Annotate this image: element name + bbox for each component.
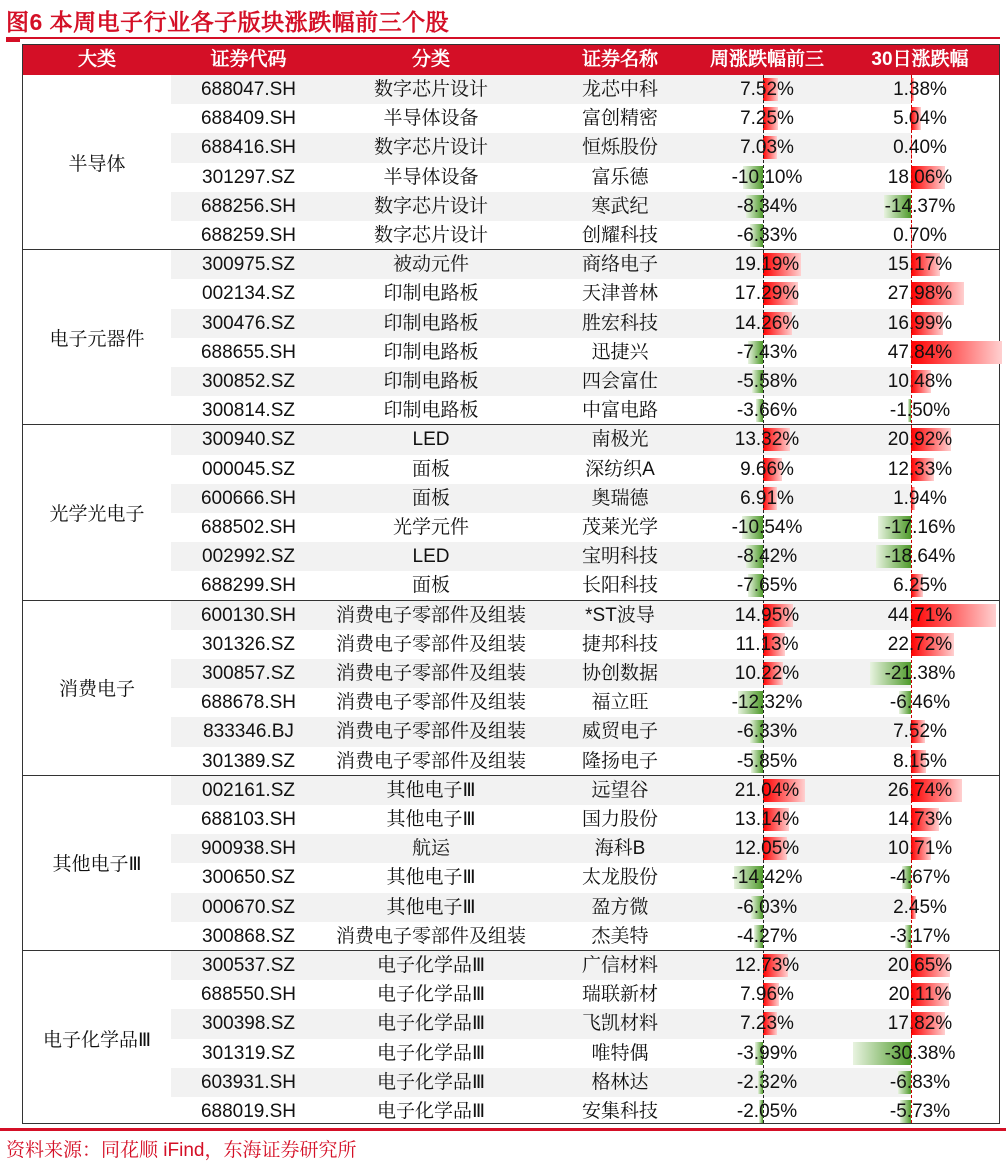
table-row <box>171 776 999 805</box>
week-change-cell: 13.32% <box>734 429 800 451</box>
week-change-cell: -4.27% <box>736 925 798 947</box>
stock-name-cell: 飞凯材料 <box>581 1013 658 1035</box>
d30-change-cell: 27.98% <box>887 283 953 305</box>
table-row <box>171 104 999 133</box>
d30-change-cell: 5.04% <box>893 108 947 130</box>
subsector-cell: 印制电路板 <box>383 341 479 363</box>
d30-change-cell: 10.48% <box>887 370 953 392</box>
week-change-cell: 11.13% <box>735 633 799 655</box>
sector-group <box>23 951 999 1126</box>
stock-name-cell: 瑞联新材 <box>581 984 658 1006</box>
subsector-cell: 消费电子零部件及组装 <box>335 750 526 772</box>
week-change-cell: 9.66% <box>740 458 794 480</box>
stock-name-cell: 威贸电子 <box>581 721 658 743</box>
subsector-cell: 消费电子零部件及组装 <box>335 662 526 684</box>
sector-label: 电子化学品Ⅲ <box>42 1030 152 1052</box>
subsector-cell: LED <box>412 429 450 451</box>
code-cell: 300940.SZ <box>202 429 295 451</box>
week-change-cell: -12.32% <box>731 692 803 714</box>
code-cell: 688655.SH <box>200 341 297 363</box>
table-row <box>171 601 999 630</box>
table-row <box>171 1039 999 1068</box>
header-category: 大类 <box>77 49 116 70</box>
table-row <box>171 425 999 454</box>
week-change-cell: 7.03% <box>740 137 794 159</box>
header-stock-name: 证券名称 <box>581 49 658 70</box>
stock-name-cell: 商络电子 <box>581 254 658 276</box>
d30-change-cell: 20.11% <box>888 984 952 1006</box>
sector-label: 半导体 <box>68 153 126 175</box>
d30-change-cell: -5.73% <box>889 1101 951 1122</box>
subsector-cell: 其他电子Ⅲ <box>386 896 476 918</box>
stock-name-cell: 福立旺 <box>591 692 649 714</box>
title-divider-accent <box>6 39 20 42</box>
week-change-cell: 19.19% <box>734 254 800 276</box>
week-change-cell: 7.52% <box>740 79 794 100</box>
table-row <box>171 367 999 396</box>
table-row <box>171 250 999 279</box>
stock-name-cell: 格林达 <box>591 1071 649 1093</box>
sector-group <box>23 601 999 776</box>
header-code: 证券代码 <box>210 49 287 70</box>
table-row <box>171 1009 999 1038</box>
d30-change-cell: 10.71% <box>887 838 953 860</box>
week-change-cell: -6.03% <box>736 896 798 918</box>
d30-zero-axis <box>911 75 912 1123</box>
week-change-cell: -2.32% <box>736 1071 798 1093</box>
stock-name-cell: 创耀科技 <box>581 225 658 246</box>
sector-group <box>23 776 999 951</box>
header-30d-change: 30日涨跌幅 <box>871 49 969 70</box>
table-row <box>171 1068 999 1097</box>
d30-change-cell: 16.99% <box>887 312 953 334</box>
week-change-cell: -6.33% <box>736 225 798 246</box>
subsector-cell: 半导体设备 <box>383 108 479 130</box>
table-row <box>171 571 999 600</box>
d30-change-cell: -6.46% <box>889 692 951 714</box>
week-change-cell: 12.05% <box>734 838 800 860</box>
week-change-cell: -8.42% <box>736 546 798 568</box>
table-row <box>171 1097 999 1126</box>
subsector-cell: 数字芯片设计 <box>373 195 488 217</box>
week-change-cell: -10.54% <box>731 516 803 538</box>
code-cell: 688299.SH <box>200 575 297 597</box>
header-subsector: 分类 <box>411 49 450 70</box>
subsector-cell: 半导体设备 <box>383 166 479 188</box>
table-row <box>171 163 999 192</box>
code-cell: 900938.SH <box>200 838 297 860</box>
week-change-cell: -14.42% <box>731 867 803 889</box>
stock-name-cell: 国力股份 <box>581 808 658 830</box>
week-change-cell: -7.43% <box>736 341 798 363</box>
source-note: 资料来源：同花顺 iFind，东海证券研究所 <box>6 1140 357 1161</box>
subsector-cell: 航运 <box>411 838 450 860</box>
d30-change-cell: -4.67% <box>889 867 951 889</box>
d30-change-cell: 12.33% <box>887 458 953 480</box>
stock-name-cell: 长阳科技 <box>581 575 658 597</box>
table-row <box>171 805 999 834</box>
week-change-cell: 14.95% <box>734 604 800 626</box>
subsector-cell: 面板 <box>411 458 450 480</box>
code-cell: 301319.SZ <box>202 1042 295 1064</box>
code-cell: 002134.SZ <box>202 283 295 305</box>
table-header <box>23 45 999 75</box>
code-cell: 688416.SH <box>200 137 297 159</box>
subsector-cell: 消费电子零部件及组装 <box>335 721 526 743</box>
table-row <box>171 75 999 104</box>
code-cell: 688409.SH <box>200 108 297 130</box>
stock-name-cell: 太龙股份 <box>581 867 658 889</box>
week-change-cell: -3.66% <box>736 400 798 422</box>
table-row <box>171 717 999 746</box>
d30-change-cell: 20.65% <box>887 955 953 976</box>
code-cell: 688259.SH <box>200 225 297 246</box>
stock-name-cell: 杰美特 <box>591 925 649 947</box>
d30-change-cell: 0.70% <box>893 225 947 246</box>
table-row <box>171 630 999 659</box>
table-row <box>171 863 999 892</box>
code-cell: 688550.SH <box>200 984 297 1006</box>
subsector-cell: 印制电路板 <box>383 370 479 392</box>
subsector-cell: 电子化学品Ⅲ <box>376 1013 486 1035</box>
week-change-cell: -6.33% <box>736 721 798 743</box>
sector-label: 电子元器件 <box>49 328 145 350</box>
subsector-cell: 消费电子零部件及组装 <box>335 692 526 714</box>
table-row <box>171 192 999 221</box>
sector-group <box>23 75 999 250</box>
d30-change-cell: 44.71% <box>887 604 953 626</box>
code-cell: 603931.SH <box>200 1071 297 1093</box>
week-change-cell: 17.29% <box>734 283 800 305</box>
subsector-cell: 被动元件 <box>392 254 469 276</box>
title-divider <box>6 37 1000 39</box>
stock-name-cell: 茂莱光学 <box>581 516 658 538</box>
code-cell: 002161.SZ <box>202 779 295 801</box>
stock-name-cell: 龙芯中科 <box>581 79 658 100</box>
code-cell: 688678.SH <box>200 692 297 714</box>
subsector-cell: 印制电路板 <box>383 312 479 334</box>
subsector-cell: 消费电子零部件及组装 <box>335 925 526 947</box>
week-change-cell: -3.99% <box>736 1042 798 1064</box>
d30-change-cell: -21.38% <box>884 662 956 684</box>
stock-name-cell: 深纺织A <box>585 458 655 480</box>
stock-name-cell: *ST波导 <box>585 604 655 626</box>
subsector-cell: 数字芯片设计 <box>373 79 488 100</box>
sector-label: 其他电子Ⅲ <box>52 854 142 876</box>
sector-group <box>23 425 999 600</box>
stock-name-cell: 南极光 <box>591 429 649 451</box>
stock-name-cell: 寒武纪 <box>591 195 649 217</box>
week-change-cell: -8.34% <box>736 195 798 217</box>
sector-label: 消费电子 <box>58 679 135 701</box>
stock-name-cell: 宝明科技 <box>581 546 658 568</box>
d30-change-cell: 1.38% <box>893 79 947 100</box>
code-cell: 688047.SH <box>200 79 297 100</box>
code-cell: 300476.SZ <box>202 312 295 334</box>
d30-change-cell: -18.64% <box>884 546 956 568</box>
table-row <box>171 980 999 1009</box>
figure-title: 图6 本周电子行业各子版块涨跌幅前三个股 <box>6 9 450 35</box>
week-change-cell: -7.65% <box>736 575 798 597</box>
subsector-cell: 其他电子Ⅲ <box>386 867 476 889</box>
stock-name-cell: 富创精密 <box>581 108 658 130</box>
stock-name-cell: 恒烁股份 <box>581 137 658 159</box>
stock-name-cell: 安集科技 <box>581 1101 658 1122</box>
d30-change-cell: -6.83% <box>889 1071 951 1093</box>
week-change-cell: -2.05% <box>736 1101 798 1122</box>
code-cell: 833346.BJ <box>203 721 294 743</box>
sector-label: 光学光电子 <box>49 503 145 525</box>
code-cell: 300814.SZ <box>202 400 295 422</box>
week-change-cell: 13.14% <box>734 808 800 830</box>
table-row <box>171 396 999 425</box>
week-change-cell: 14.26% <box>734 312 800 334</box>
subsector-cell: 消费电子零部件及组装 <box>335 633 526 655</box>
week-change-cell: -5.85% <box>736 750 798 772</box>
d30-change-cell: -1.50% <box>889 400 951 422</box>
week-change-cell: -5.58% <box>736 370 798 392</box>
code-cell: 002992.SZ <box>202 546 295 568</box>
d30-change-cell: -30.38% <box>884 1042 956 1064</box>
table-row <box>171 309 999 338</box>
table-row <box>171 747 999 776</box>
subsector-cell: 其他电子Ⅲ <box>386 808 476 830</box>
table-row <box>171 951 999 980</box>
stock-name-cell: 唯特偶 <box>591 1042 649 1064</box>
subsector-cell: 电子化学品Ⅲ <box>376 955 486 976</box>
code-cell: 300868.SZ <box>202 925 295 947</box>
subsector-cell: 电子化学品Ⅲ <box>376 1101 486 1122</box>
table-row <box>171 922 999 951</box>
subsector-cell: 印制电路板 <box>383 283 479 305</box>
sector-group <box>23 250 999 425</box>
code-cell: 300852.SZ <box>202 370 295 392</box>
d30-change-cell: 7.52% <box>893 721 947 743</box>
subsector-cell: 数字芯片设计 <box>373 137 488 159</box>
d30-change-cell: 26.74% <box>887 779 953 801</box>
code-cell: 300857.SZ <box>202 662 295 684</box>
week-change-cell: 12.73% <box>734 955 800 976</box>
code-cell: 688019.SH <box>200 1101 297 1122</box>
week-change-cell: 7.25% <box>740 108 794 130</box>
subsector-cell: 数字芯片设计 <box>373 225 488 246</box>
d30-change-cell: -3.17% <box>889 925 951 947</box>
code-cell: 300398.SZ <box>202 1013 295 1035</box>
d30-change-cell: 8.15% <box>893 750 947 772</box>
stock-name-cell: 海科B <box>594 838 646 860</box>
code-cell: 600666.SH <box>200 487 297 509</box>
d30-change-cell: -14.37% <box>884 195 956 217</box>
table-row <box>171 688 999 717</box>
week-change-cell: 21.04% <box>734 779 800 801</box>
table-row <box>171 455 999 484</box>
subsector-cell: 电子化学品Ⅲ <box>376 984 486 1006</box>
table-row <box>171 279 999 308</box>
stock-name-cell: 协创数据 <box>581 662 658 684</box>
d30-change-cell: 47.84% <box>887 341 953 363</box>
d30-change-cell: 17.82% <box>887 1013 953 1035</box>
code-cell: 300975.SZ <box>202 254 295 276</box>
code-cell: 301297.SZ <box>202 166 295 188</box>
week-change-cell: 10.22% <box>734 662 800 684</box>
week-change-cell: -10.10% <box>731 166 803 188</box>
stock-name-cell: 远望谷 <box>591 779 649 801</box>
subsector-cell: 光学元件 <box>392 516 469 538</box>
week-zero-axis <box>763 75 764 1123</box>
stock-performance-table <box>22 44 1000 1124</box>
table-row <box>171 893 999 922</box>
header-week-change: 周涨跌幅前三 <box>709 49 824 70</box>
d30-change-cell: 1.94% <box>893 487 947 509</box>
stock-name-cell: 中富电路 <box>581 400 658 422</box>
stock-name-cell: 天津普林 <box>581 283 658 305</box>
week-change-cell: 7.23% <box>740 1013 794 1035</box>
code-cell: 688502.SH <box>200 516 297 538</box>
table-row <box>171 338 999 367</box>
d30-change-cell: 22.72% <box>887 633 953 655</box>
table-row <box>171 542 999 571</box>
d30-change-cell: 6.25% <box>893 575 947 597</box>
table-row <box>171 484 999 513</box>
d30-change-cell: 2.45% <box>893 896 947 918</box>
code-cell: 688256.SH <box>200 195 297 217</box>
stock-name-cell: 迅捷兴 <box>591 341 649 363</box>
table-row <box>171 834 999 863</box>
subsector-cell: 电子化学品Ⅲ <box>376 1071 486 1093</box>
table-row <box>171 659 999 688</box>
subsector-cell: 面板 <box>411 487 450 509</box>
d30-change-cell: 18.06% <box>887 166 953 188</box>
code-cell: 300650.SZ <box>202 867 295 889</box>
stock-name-cell: 隆扬电子 <box>581 750 658 772</box>
stock-name-cell: 奥瑞德 <box>591 487 649 509</box>
d30-change-cell: 15.17% <box>887 254 953 276</box>
subsector-cell: 面板 <box>411 575 450 597</box>
source-divider <box>0 1128 1006 1131</box>
table-row <box>171 133 999 162</box>
d30-change-cell: 14.73% <box>887 808 953 830</box>
stock-name-cell: 富乐德 <box>591 166 649 188</box>
d30-change-cell: 0.40% <box>893 137 947 159</box>
subsector-cell: 电子化学品Ⅲ <box>376 1042 486 1064</box>
code-cell: 301326.SZ <box>202 633 295 655</box>
stock-name-cell: 盈方微 <box>591 896 649 918</box>
stock-name-cell: 四会富仕 <box>581 370 658 392</box>
stock-name-cell: 胜宏科技 <box>581 312 658 334</box>
code-cell: 300537.SZ <box>202 955 295 976</box>
code-cell: 688103.SH <box>200 808 297 830</box>
code-cell: 301389.SZ <box>202 750 295 772</box>
code-cell: 000670.SZ <box>202 896 295 918</box>
code-cell: 600130.SH <box>200 604 297 626</box>
d30-change-cell: -17.16% <box>884 516 956 538</box>
week-change-cell: 7.96% <box>740 984 794 1006</box>
subsector-cell: 其他电子Ⅲ <box>386 779 476 801</box>
subsector-cell: 印制电路板 <box>383 400 479 422</box>
subsector-cell: 消费电子零部件及组装 <box>335 604 526 626</box>
stock-name-cell: 广信材料 <box>581 955 658 976</box>
code-cell: 000045.SZ <box>202 458 295 480</box>
subsector-cell: LED <box>412 546 450 568</box>
stock-name-cell: 捷邦科技 <box>581 633 658 655</box>
d30-change-cell: 20.92% <box>887 429 953 451</box>
week-change-cell: 6.91% <box>740 487 794 509</box>
table-row <box>171 513 999 542</box>
table-row <box>171 221 999 250</box>
